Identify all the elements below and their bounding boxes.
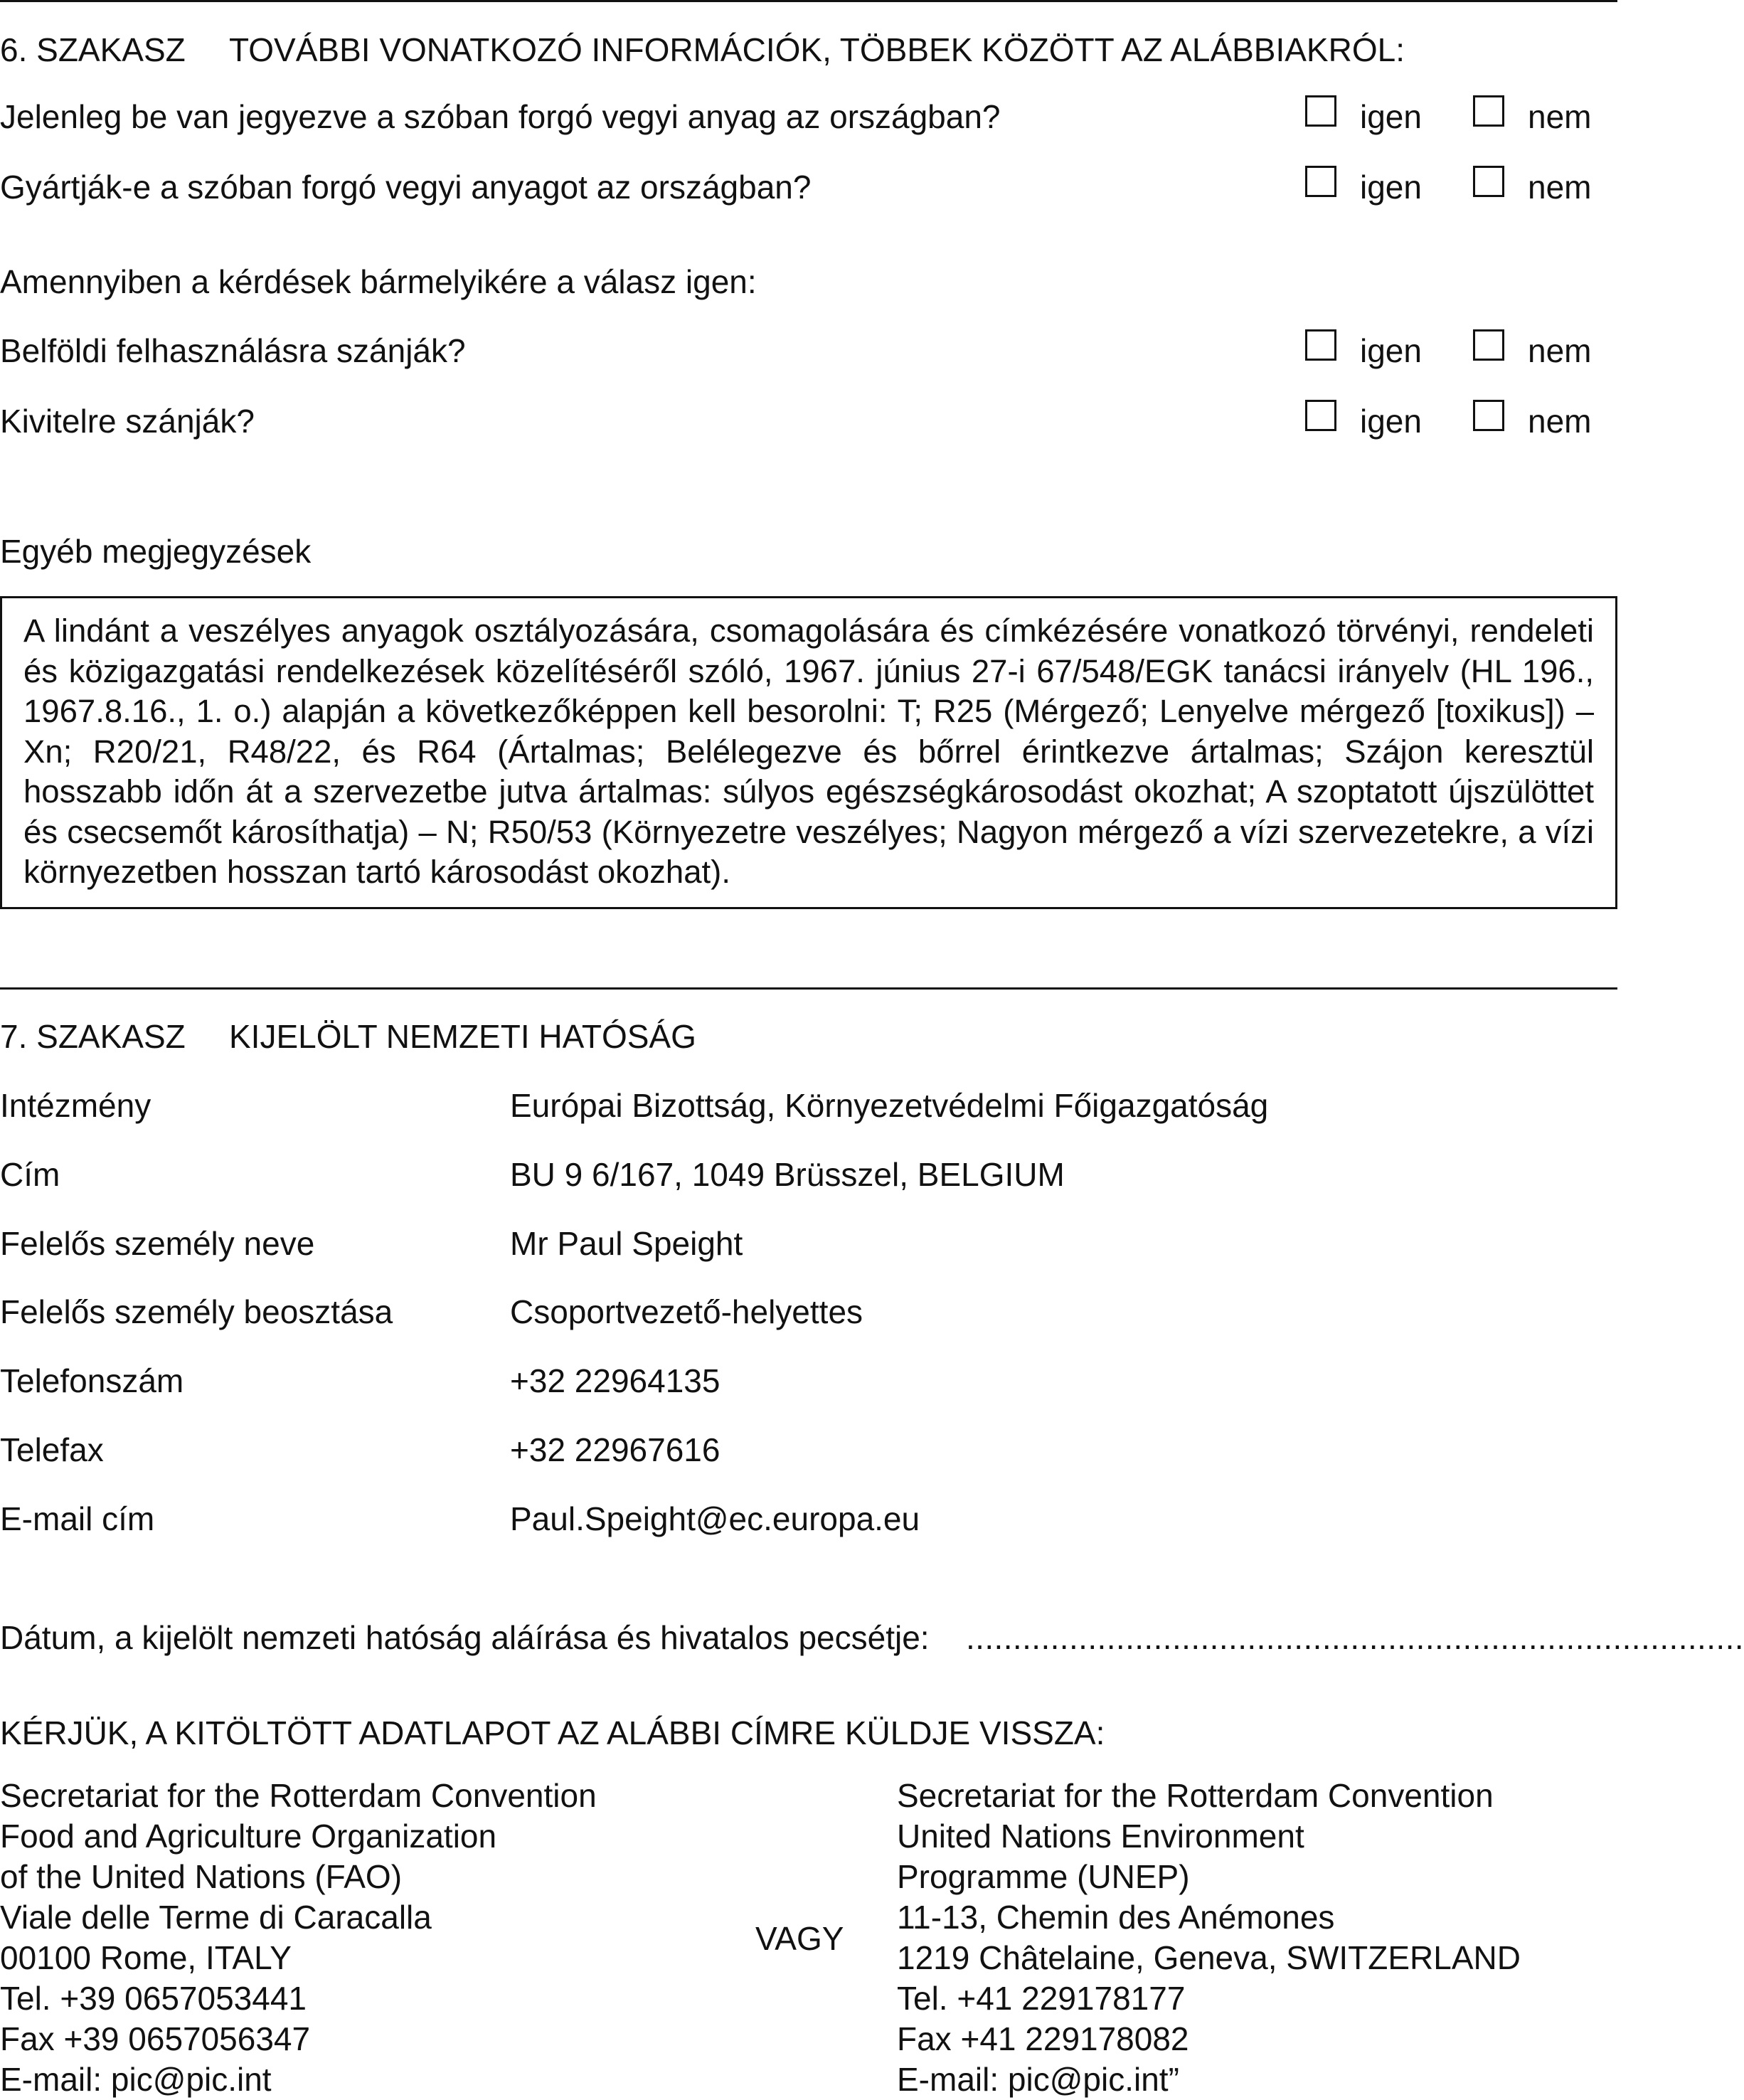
- phone-label: Telefonszám: [0, 1362, 184, 1399]
- domestic-use-no-checkbox[interactable]: [1473, 329, 1504, 361]
- unep-address-line: E-mail: pic@pic.int”: [897, 2061, 1179, 2098]
- fax-value: +32 22967616: [510, 1431, 721, 1468]
- registered-no-label: nem: [1528, 98, 1592, 135]
- fao-address-line: of the United Nations (FAO): [0, 1858, 403, 1895]
- phone-value: +32 22964135: [510, 1362, 721, 1399]
- unep-address-line: Programme (UNEP): [897, 1858, 1190, 1895]
- question-registered: Jelenleg be van jegyezve a szóban forgó vegyi anyag az országban?: [0, 98, 1001, 135]
- unep-address-line: Tel. +41 229178177: [897, 1980, 1186, 2017]
- export-no-checkbox[interactable]: [1473, 400, 1504, 431]
- question-domestic-use: Belföldi felhasználásra szánják?: [0, 332, 466, 369]
- remarks-label: Egyéb megjegyzések: [0, 533, 312, 570]
- remarks-text: A lindánt a veszélyes anyagok osztályozására, csomagolására és címkézésére vonatkozó törvényi, rendeleti és közigazgatási rendelkezések közelítéséről szóló, 1967. június 27-i 67/548/EGK tanácsi irányelv (HL 196., 1967.8.16., 1. o.) alapján a következőképpen kell besorolni: T; R25 (Mérgező; Lenyelve mérgező [toxikus]) – Xn; R20/21, R48/22, és R64 (Ártalmas; Belélegezve és bőrrel érintkezve ártalmas; Szájon keresztül hosszabb időn át a szervezetbe jutva ártalmas: súlyos egészségkárosodást okozhat; A szoptatott újszülöttet és csecsemőt károsíthatja) – N; R50/53 (Környezetre veszélyes; Nagyon mérgező a vízi szervezetekre, a vízi környezetben hosszan tartó károsodást okozhat).: [23, 612, 1594, 890]
- fao-address-line: Secretariat for the Rotterdam Convention: [0, 1777, 597, 1814]
- question-export: Kivitelre szánják?: [0, 403, 255, 440]
- signature-label: Dátum, a kijelölt nemzeti hatóság aláírása és hivatalos pecsétje:: [0, 1619, 930, 1656]
- institution-value: Európai Bizottság, Környezetvédelmi Főigazgatóság: [510, 1087, 1269, 1124]
- domestic-use-yes-label: igen: [1360, 332, 1422, 369]
- section7-number: 7. SZAKASZ: [0, 1018, 186, 1055]
- export-yes-checkbox[interactable]: [1305, 400, 1336, 431]
- unep-address-line: 11-13, Chemin des Anémones: [897, 1899, 1335, 1936]
- return-instruction: KÉRJÜK, A KITÖLTÖTT ADATLAPOT AZ ALÁBBI CÍMRE KÜLDJE VISSZA:: [0, 1714, 1105, 1751]
- fao-address-block: [0, 1776, 597, 2100]
- section7-top-rule: [0, 987, 1617, 990]
- conditional-intro: Amennyiben a kérdések bármelyikére a válasz igen:: [0, 263, 757, 300]
- email-value: Paul.Speight@ec.europa.eu: [510, 1500, 920, 1537]
- export-yes-label: igen: [1360, 403, 1422, 440]
- section6-number: 6. SZAKASZ: [0, 31, 186, 68]
- question-manufactured: Gyártják-e a szóban forgó vegyi anyagot az országban?: [0, 169, 812, 206]
- export-no-label: nem: [1528, 403, 1592, 440]
- manufactured-yes-label: igen: [1360, 169, 1422, 206]
- registered-yes-checkbox[interactable]: [1305, 95, 1336, 127]
- or-separator: VAGY: [755, 1920, 844, 1957]
- address-value: BU 9 6/167, 1049 Brüsszel, BELGIUM: [510, 1156, 1065, 1193]
- registered-no-checkbox[interactable]: [1473, 95, 1504, 127]
- registered-yes-label: igen: [1360, 98, 1422, 135]
- domestic-use-yes-checkbox[interactable]: [1305, 329, 1336, 361]
- signature-line: ...................................................................................: [966, 1619, 1744, 1656]
- address-label: Cím: [0, 1156, 60, 1193]
- domestic-use-no-label: nem: [1528, 332, 1592, 369]
- unep-address-line: Fax +41 229178082: [897, 2020, 1189, 2057]
- section6-title: TOVÁBBI VONATKOZÓ INFORMÁCIÓK, TÖBBEK KÖZÖTT AZ ALÁBBIAKRÓL:: [229, 31, 1405, 68]
- responsible-position-value: Csoportvezető-helyettes: [510, 1293, 863, 1330]
- fax-label: Telefax: [0, 1431, 104, 1468]
- fao-address-line: Food and Agriculture Organization: [0, 1818, 497, 1855]
- fao-address-line: Viale delle Terme di Caracalla: [0, 1899, 432, 1936]
- responsible-name-value: Mr Paul Speight: [510, 1225, 743, 1262]
- responsible-name-label: Felelős személy neve: [0, 1225, 315, 1262]
- manufactured-yes-checkbox[interactable]: [1305, 166, 1336, 197]
- unep-address-block: [897, 1776, 1521, 2100]
- fao-address-line: Fax +39 0657056347: [0, 2020, 311, 2057]
- unep-address-line: United Nations Environment: [897, 1818, 1304, 1855]
- manufactured-no-checkbox[interactable]: [1473, 166, 1504, 197]
- institution-label: Intézmény: [0, 1087, 151, 1124]
- email-label: E-mail cím: [0, 1500, 155, 1537]
- responsible-position-label: Felelős személy beosztása: [0, 1293, 393, 1330]
- remarks-box: [0, 596, 1617, 909]
- unep-address-line: Secretariat for the Rotterdam Convention: [897, 1777, 1494, 1814]
- section7-title: KIJELÖLT NEMZETI HATÓSÁG: [229, 1018, 696, 1055]
- section6-top-rule: [0, 0, 1617, 2]
- fao-address-line: E-mail: pic@pic.int: [0, 2061, 272, 2098]
- unep-address-line: 1219 Châtelaine, Geneva, SWITZERLAND: [897, 1939, 1521, 1976]
- manufactured-no-label: nem: [1528, 169, 1592, 206]
- fao-address-line: 00100 Rome, ITALY: [0, 1939, 292, 1976]
- fao-address-line: Tel. +39 0657053441: [0, 1980, 307, 2017]
